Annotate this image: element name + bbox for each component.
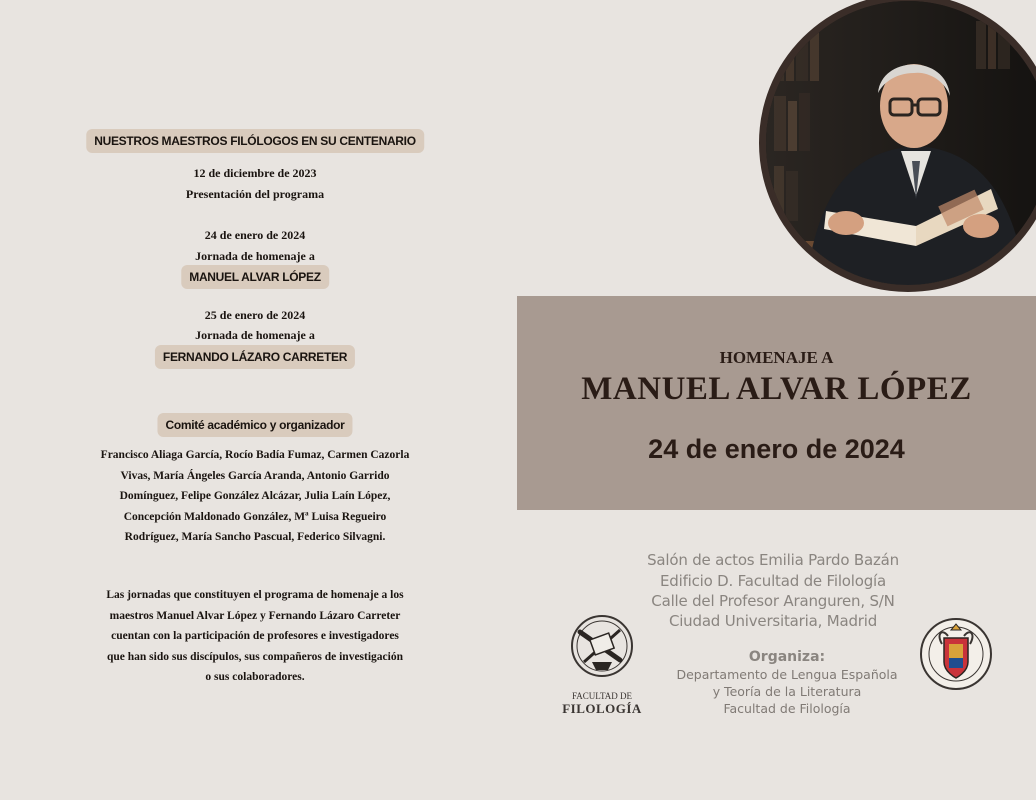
- intro-line: Las jornadas que constituyen el programa de homenaje a los: [106, 589, 404, 601]
- event2-name: MANUEL ALVAR LÓPEZ: [189, 270, 321, 284]
- organizer-line: Facultad de Filología: [723, 701, 851, 716]
- intro-line: o sus colaboradores.: [205, 671, 305, 683]
- honoree-name: MANUEL ALVAR LÓPEZ: [581, 371, 972, 407]
- event3-name-pill: [155, 345, 355, 369]
- committee-line: Francisco Aliaga García, Rocío Badía Fumaz, Carmen Cazorla: [100, 449, 410, 461]
- committee-line: Domínguez, Felipe González Alcázar, Julia Laín López,: [119, 490, 391, 502]
- committee-line: Concepción Maldonado González, Mª Luisa Regueiro: [123, 510, 387, 523]
- event1-desc: Presentación del programa: [185, 187, 325, 201]
- organizer-line: Departamento de Lengua Española: [676, 667, 898, 682]
- university-seal: [918, 614, 994, 700]
- intro-line: cuentan con la participación de profesores e investigadores: [111, 630, 399, 642]
- portrait-illustration: [766, 1, 1036, 285]
- committee-title-pill: [157, 413, 352, 437]
- faculty-emblem-icon: [562, 610, 642, 684]
- program-title-pill: [86, 129, 424, 153]
- committee-title: Comité académico y organizador: [165, 418, 345, 432]
- organiza-label: Organiza:: [748, 649, 826, 665]
- intro-paragraph: [0, 585, 510, 688]
- portrait-photo: [759, 0, 1036, 292]
- event1-date: 12 de diciembre de 2023: [193, 166, 317, 180]
- university-seal-icon: [918, 614, 994, 700]
- event3-desc: Jornada de homenaje a: [195, 328, 315, 342]
- event-date: 24 de enero de 2024: [648, 434, 905, 464]
- program-title: NUESTROS MAESTROS FILÓLOGOS EN SU CENTENARIO: [94, 134, 416, 148]
- homenaje-label: HOMENAJE A: [719, 348, 834, 367]
- venue-line: Edificio D. Facultad de Filología: [660, 572, 886, 590]
- event3-name: FERNANDO LÁZARO CARRETER: [162, 350, 348, 364]
- event2-date: 24 de enero de 2024: [204, 228, 306, 242]
- committee-members: [0, 445, 510, 548]
- title-band: [517, 296, 1036, 510]
- venue-line: Ciudad Universitaria, Madrid: [668, 612, 878, 630]
- intro-line: maestros Manuel Alvar López y Fernando Lázaro Carreter: [109, 609, 401, 622]
- committee-line: Rodríguez, María Sancho Pascual, Federico Silvagni.: [124, 531, 386, 543]
- event2-name-pill: [181, 265, 329, 289]
- venue-line: Salón de actos Emilia Pardo Bazán: [647, 551, 899, 569]
- organizer-line: y Teoría de la Literatura: [712, 684, 862, 699]
- faculty-logo-line1: FACULTAD DE: [571, 691, 633, 701]
- committee-line: Vivas, María Ángeles García Aranda, Antonio Garrido: [120, 469, 390, 482]
- event2-desc: Jornada de homenaje a: [195, 249, 315, 263]
- faculty-logo-line2: FILOLOGÍA: [562, 701, 642, 716]
- intro-line: que han sido sus discípulos, sus compañeros de investigación: [107, 650, 403, 663]
- faculty-logo: [562, 610, 642, 714]
- venue-line: Calle del Profesor Aranguren, S/N: [651, 592, 895, 610]
- event3-date: 25 de enero de 2024: [204, 308, 306, 322]
